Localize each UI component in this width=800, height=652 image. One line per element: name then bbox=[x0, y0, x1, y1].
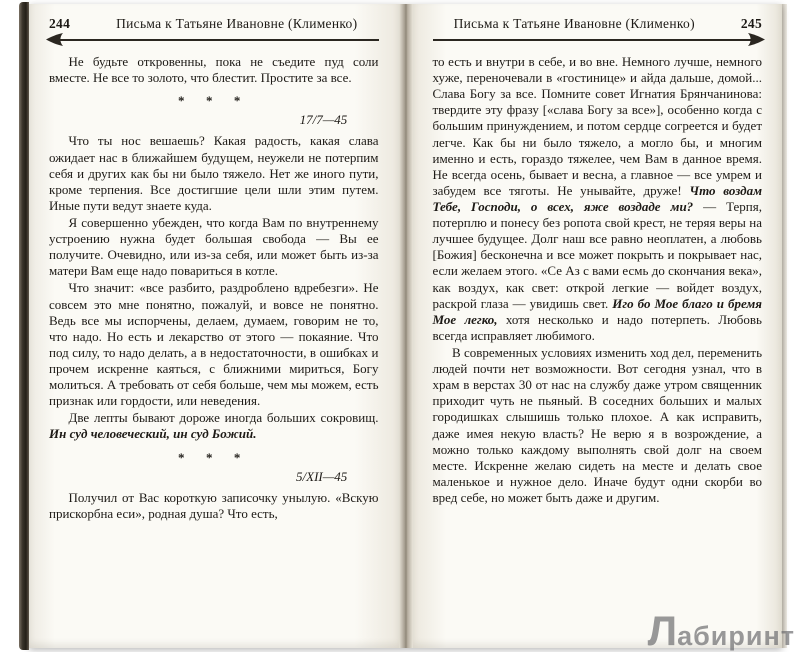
body-text: хотя несколько и надо потерпеть. Любовь всегда исправляет любимого. bbox=[432, 311, 762, 343]
body-text: Получил от Вас короткую записочку унылую. «Вскую прискорбна еси», родная душа? Что есть, bbox=[49, 489, 379, 521]
page-header bbox=[433, 16, 763, 32]
page-block-edge bbox=[782, 4, 787, 648]
paragraph bbox=[49, 133, 379, 214]
emphasized-text: Иго бо Мое благо и бремя Мое легко, bbox=[432, 295, 762, 327]
ornament-icon bbox=[745, 33, 765, 46]
body-text: Что значит: «все разбито, раздроблено вдребезги». Не совсем это мне понятно, пожалуй, и вовсе не понятно. Ведь все мы испорчены, делаем, думаем, говорим не то, что надо. Но есть и лекарство от этого — покаяние. Что под силу, то надо делать, а в недостаточности, в ошибках и прочем искренне каяться, с ближними мириться, Богу молиться. А требовать от себя больше, чем мы можем, есть признак или гордости, или неведения. bbox=[49, 280, 379, 409]
page-right bbox=[413, 4, 783, 652]
paragraph bbox=[433, 345, 763, 506]
watermark-text: абиринт bbox=[677, 621, 795, 651]
page-left bbox=[29, 4, 399, 648]
paragraph bbox=[433, 54, 763, 344]
header-rule bbox=[49, 35, 379, 45]
body-text: В современных условиях изменить ход дел, переменить людей почти нет возможности. Вот сегодня узнал, что в храм в верстах 30 от нас на службу даже утром священник приходит чуть не пьяный. В соседних больших и малых городишках слышишь только плохое. А как исправить, даже имея некую власть? Не верю я в возрождение, а можно только каждому выполнять свой долг на своем месте. Искренне желаю сидеть на месте и делать свое маленькое и нужное дело. Иначе будут одни скорби во вред себе, но может быть даже и другим. bbox=[432, 344, 762, 505]
header-rule bbox=[433, 35, 763, 45]
paragraph bbox=[49, 280, 379, 409]
body-text: Не будьте откровенны, пока не съедите пуд соли вместе. Не все то золото, что блестит. Простите за все. bbox=[49, 54, 379, 86]
body-text: то есть и внутри в себе, и во вне. Немного лучше, немного хуже, переночевали в «гостинице» и айда дальше, домой... Слава Богу за все. Помните совет Игнатия Брянчанинова: твердите эту фразу [«слава Богу за все»], особенно когда с большим принуждением, и потом сердце согреется и будет легче. Как бы ни было тяжело, а могло бы, и многим именно и есть, гораздо тяжелее, чем Вам в данное время. Не всегда осень, бывает и весна, а главное — все умрем и забудем все тяготы. Не унывайте, друже! bbox=[432, 54, 762, 198]
section-separator: * * * bbox=[178, 93, 250, 109]
page-text bbox=[433, 54, 763, 506]
section-separator: * * * bbox=[178, 449, 250, 465]
labirint-logo-icon: Л bbox=[647, 607, 678, 652]
book-gutter bbox=[399, 4, 413, 648]
ornament-icon bbox=[46, 33, 66, 46]
open-spread bbox=[29, 4, 782, 652]
page-text bbox=[49, 54, 379, 522]
date-heading: 5/XII—45 bbox=[296, 468, 348, 484]
running-title: Письма к Татьяне Ивановне (Клименко) bbox=[453, 16, 695, 31]
body-text: Что ты нос вешаешь? Какая радость, какая слава ожидает нас в ближайшем будущем, неужели не потерпим себя и других как бы ни было тяжело. Нет же иного пути, кроме терпения. Все достигшие цели шли этим путем. Иные пути ведут знаете куда. bbox=[49, 133, 379, 213]
page-header bbox=[49, 16, 379, 32]
body-text: Я совершенно убежден, что когда Вам по внутреннему устроению нужна будет большая свобода — Вы ее получите. Очевидно, или из-за себя, или может быть из-за матери Вам еще надо повариться в котле. bbox=[49, 214, 379, 279]
body-text: Две лепты бывают дороже иногда больших сокровищ. bbox=[68, 410, 379, 426]
emphasized-text: Ин суд человеческий, ин суд Божий. bbox=[49, 426, 257, 442]
paragraph bbox=[49, 215, 379, 279]
date-heading: 17/7—45 bbox=[299, 112, 348, 128]
book-cover-edge bbox=[19, 2, 29, 650]
paragraph bbox=[49, 410, 379, 442]
body-text: — Терпя, потерплю и понесу без ропота свой крест, не теряя веры на лучшее будущее. Долг наш все равно неоплатен, а любовь [Божия] бесконечна и все может покрыть и покрывает нас, если желаем этого. «Се Аз с вами есмь до скончания века», как воздух, как свет: открой легкие — войдет воздух, раскрой глаза — увидишь свет. bbox=[432, 198, 762, 311]
emphasized-text: Что воздам Тебе, Господи, о всех, яже воздаде ми? bbox=[432, 182, 762, 214]
running-title: Письма к Татьяне Ивановне (Клименко) bbox=[116, 16, 358, 31]
page-number: 245 bbox=[740, 16, 762, 31]
paragraph bbox=[49, 54, 379, 86]
paragraph bbox=[49, 490, 379, 522]
page-number: 244 bbox=[49, 16, 71, 31]
